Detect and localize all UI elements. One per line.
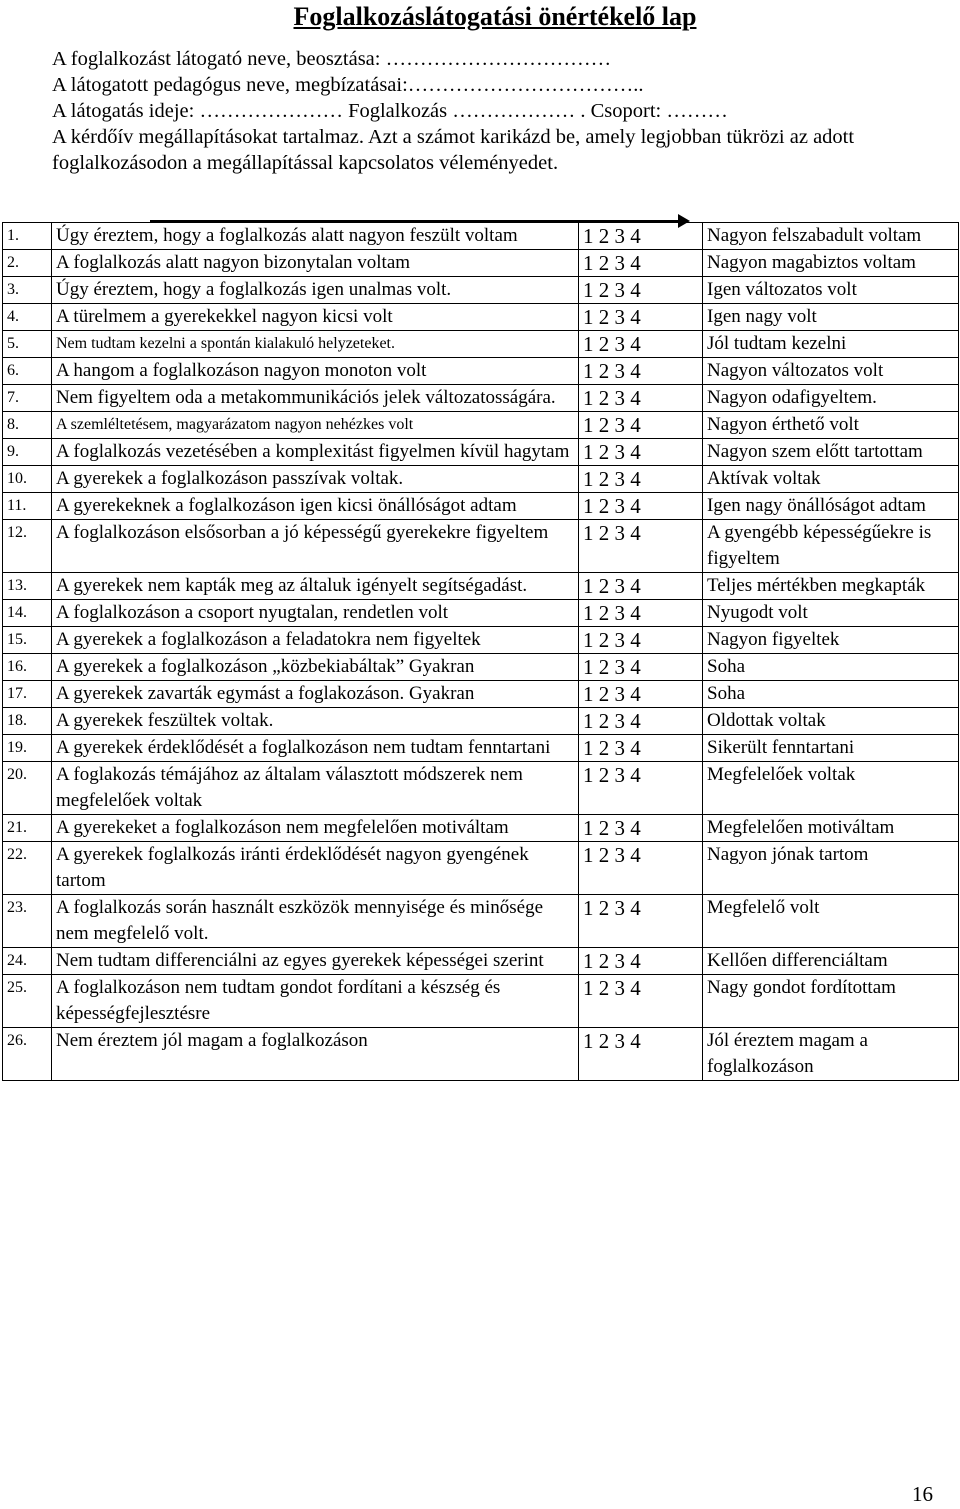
row-number: 4. bbox=[3, 304, 52, 331]
row-number: 16. bbox=[3, 654, 52, 681]
row-number: 14. bbox=[3, 600, 52, 627]
row-number: 9. bbox=[3, 439, 52, 466]
table-row bbox=[3, 895, 959, 948]
table-row bbox=[3, 385, 959, 412]
negative-statement: A gyerekek érdeklődését a foglalkozáson nem tudtam fenntartani bbox=[52, 735, 579, 762]
row-number: 22. bbox=[3, 842, 52, 895]
rating-scale[interactable]: 1 2 3 4 bbox=[579, 412, 703, 439]
visitor-line: A foglalkozást látogató neve, beosztása: …………………………… bbox=[52, 48, 612, 70]
positive-statement: Oldottak voltak bbox=[703, 708, 959, 735]
table-row bbox=[3, 277, 959, 304]
negative-statement: A gyerekek foglalkozás iránti érdeklődését nagyon gyengének tartom bbox=[52, 842, 579, 895]
positive-statement: Nyugodt volt bbox=[703, 600, 959, 627]
positive-statement: Nagyon felszabadult voltam bbox=[703, 223, 959, 250]
row-number: 6. bbox=[3, 358, 52, 385]
rating-scale[interactable]: 1 2 3 4 bbox=[579, 466, 703, 493]
positive-statement: Soha bbox=[703, 681, 959, 708]
table-row bbox=[3, 842, 959, 895]
positive-statement: Kellően differenciáltam bbox=[703, 948, 959, 975]
rating-scale[interactable]: 1 2 3 4 bbox=[579, 948, 703, 975]
visit-time-line: A látogatás ideje: ………………… Foglalkozás ……………… . Csoport: ……… bbox=[52, 100, 728, 122]
negative-statement: A gyerekek nem kapták meg az általuk igényelt segítségadást. bbox=[52, 573, 579, 600]
rating-scale[interactable]: 1 2 3 4 bbox=[579, 681, 703, 708]
negative-statement: A foglalkozás vezetésében a komplexitást figyelmen kívül hagytam bbox=[52, 439, 579, 466]
negative-statement: Úgy éreztem, hogy a foglalkozás alatt nagyon feszült voltam bbox=[52, 223, 579, 250]
table-row bbox=[3, 948, 959, 975]
negative-statement: A gyerekek a foglalkozáson „közbekiabáltak” Gyakran bbox=[52, 654, 579, 681]
table-row bbox=[3, 250, 959, 277]
rating-scale[interactable]: 1 2 3 4 bbox=[579, 842, 703, 895]
row-number: 26. bbox=[3, 1028, 52, 1081]
table-row bbox=[3, 975, 959, 1028]
instructions-paragraph: A kérdőív megállapításokat tartalmaz. Azt a számot karikázd be, amely legjobban tükrözi az adott foglalkozásodon a megállapítással kapcsolatos véleményedet. bbox=[52, 126, 855, 174]
negative-statement: A szemléltetésem, magyarázatom nagyon nehézkes volt bbox=[52, 412, 579, 439]
row-number: 23. bbox=[3, 895, 52, 948]
rating-scale[interactable]: 1 2 3 4 bbox=[579, 975, 703, 1028]
table-row bbox=[3, 439, 959, 466]
positive-statement: Nagy gondot fordítottam bbox=[703, 975, 959, 1028]
table-row bbox=[3, 815, 959, 842]
negative-statement: A foglalkozáson a csoport nyugtalan, rendetlen volt bbox=[52, 600, 579, 627]
table-row bbox=[3, 681, 959, 708]
teacher-line: A látogatott pedagógus neve, megbízatásai:…………………………….. bbox=[52, 74, 644, 96]
rating-scale[interactable]: 1 2 3 4 bbox=[579, 815, 703, 842]
positive-statement: Nagyon odafigyeltem. bbox=[703, 385, 959, 412]
table-row bbox=[3, 762, 959, 815]
positive-statement: Megfelelőek voltak bbox=[703, 762, 959, 815]
row-number: 11. bbox=[3, 493, 52, 520]
negative-statement: A foglakozás témájához az általam választott módszerek nem megfelelőek voltak bbox=[52, 762, 579, 815]
rating-scale[interactable]: 1 2 3 4 bbox=[579, 304, 703, 331]
negative-statement: A hangom a foglalkozáson nagyon monoton volt bbox=[52, 358, 579, 385]
rating-table-body bbox=[3, 223, 959, 1081]
negative-statement: Nem tudtam kezelni a spontán kialakuló helyzeteket. bbox=[52, 331, 579, 358]
rating-table bbox=[2, 222, 959, 1081]
row-number: 2. bbox=[3, 250, 52, 277]
positive-statement: A gyengébb képességűekre is figyeltem bbox=[703, 520, 959, 573]
negative-statement: Úgy éreztem, hogy a foglalkozás igen unalmas volt. bbox=[52, 277, 579, 304]
rating-scale[interactable]: 1 2 3 4 bbox=[579, 762, 703, 815]
negative-statement: A foglalkozás alatt nagyon bizonytalan voltam bbox=[52, 250, 579, 277]
negative-statement: A türelmem a gyerekekkel nagyon kicsi volt bbox=[52, 304, 579, 331]
positive-statement: Nagyon figyeltek bbox=[703, 627, 959, 654]
positive-statement: Megfelelő volt bbox=[703, 895, 959, 948]
row-number: 17. bbox=[3, 681, 52, 708]
row-number: 10. bbox=[3, 466, 52, 493]
row-number: 15. bbox=[3, 627, 52, 654]
negative-statement: A gyerekek feszültek voltak. bbox=[52, 708, 579, 735]
negative-statement: Nem figyeltem oda a metakommunikációs jelek változatosságára. bbox=[52, 385, 579, 412]
negative-statement: A foglalkozáson elsősorban a jó képességű gyerekekre figyeltem bbox=[52, 520, 579, 573]
rating-scale[interactable]: 1 2 3 4 bbox=[579, 627, 703, 654]
row-number: 13. bbox=[3, 573, 52, 600]
row-number: 25. bbox=[3, 975, 52, 1028]
rating-scale[interactable]: 1 2 3 4 bbox=[579, 223, 703, 250]
rating-scale[interactable]: 1 2 3 4 bbox=[579, 654, 703, 681]
row-number: 1. bbox=[3, 223, 52, 250]
rating-scale[interactable]: 1 2 3 4 bbox=[579, 277, 703, 304]
positive-statement: Nagyon szem előtt tartottam bbox=[703, 439, 959, 466]
positive-statement: Jól éreztem magam a foglalkozáson bbox=[703, 1028, 959, 1081]
table-row bbox=[3, 331, 959, 358]
rating-scale[interactable]: 1 2 3 4 bbox=[579, 1028, 703, 1081]
positive-statement: Soha bbox=[703, 654, 959, 681]
positive-statement: Nagyon érthető volt bbox=[703, 412, 959, 439]
rating-scale[interactable]: 1 2 3 4 bbox=[579, 493, 703, 520]
table-row bbox=[3, 223, 959, 250]
row-number: 21. bbox=[3, 815, 52, 842]
table-row bbox=[3, 412, 959, 439]
rating-scale[interactable]: 1 2 3 4 bbox=[579, 735, 703, 762]
rating-scale[interactable]: 1 2 3 4 bbox=[579, 358, 703, 385]
negative-statement: A gyerekek a foglalkozáson a feladatokra nem figyeltek bbox=[52, 627, 579, 654]
table-row bbox=[3, 520, 959, 573]
row-number: 18. bbox=[3, 708, 52, 735]
table-row bbox=[3, 735, 959, 762]
table-row bbox=[3, 493, 959, 520]
table-row bbox=[3, 1028, 959, 1081]
negative-statement: A gyerekeknek a foglalkozáson igen kicsi önállóságot adtam bbox=[52, 493, 579, 520]
negative-statement: A gyerekeket a foglalkozáson nem megfelelően motiváltam bbox=[52, 815, 579, 842]
row-number: 19. bbox=[3, 735, 52, 762]
table-row bbox=[3, 358, 959, 385]
positive-statement: Megfelelően motiváltam bbox=[703, 815, 959, 842]
positive-statement: Igen változatos volt bbox=[703, 277, 959, 304]
table-row bbox=[3, 654, 959, 681]
positive-statement: Aktívak voltak bbox=[703, 466, 959, 493]
table-row bbox=[3, 627, 959, 654]
positive-statement: Nagyon jónak tartom bbox=[703, 842, 959, 895]
table-row bbox=[3, 573, 959, 600]
row-number: 12. bbox=[3, 520, 52, 573]
table-row bbox=[3, 466, 959, 493]
row-number: 20. bbox=[3, 762, 52, 815]
page-title: Foglalkozáslátogatási önértékelő lap bbox=[293, 2, 697, 31]
negative-statement: A foglalkozás során használt eszközök mennyisége és minősége nem megfelelő volt. bbox=[52, 895, 579, 948]
rating-scale[interactable]: 1 2 3 4 bbox=[579, 520, 703, 573]
row-number: 5. bbox=[3, 331, 52, 358]
negative-statement: Nem tudtam differenciálni az egyes gyerekek képességei szerint bbox=[52, 948, 579, 975]
positive-statement: Igen nagy önállóságot adtam bbox=[703, 493, 959, 520]
rating-scale[interactable]: 1 2 3 4 bbox=[579, 385, 703, 412]
positive-statement: Igen nagy volt bbox=[703, 304, 959, 331]
rating-scale[interactable]: 1 2 3 4 bbox=[579, 708, 703, 735]
rating-scale[interactable]: 1 2 3 4 bbox=[579, 331, 703, 358]
positive-statement: Teljes mértékben megkapták bbox=[703, 573, 959, 600]
rating-scale[interactable]: 1 2 3 4 bbox=[579, 600, 703, 627]
row-number: 8. bbox=[3, 412, 52, 439]
negative-statement: A gyerekek zavarták egymást a foglakozáson. Gyakran bbox=[52, 681, 579, 708]
table-row bbox=[3, 708, 959, 735]
rating-scale[interactable]: 1 2 3 4 bbox=[579, 895, 703, 948]
positive-statement: Sikerült fenntartani bbox=[703, 735, 959, 762]
rating-scale[interactable]: 1 2 3 4 bbox=[579, 439, 703, 466]
table-row bbox=[3, 600, 959, 627]
negative-statement: Nem éreztem jól magam a foglalkozáson bbox=[52, 1028, 579, 1081]
positive-statement: Nagyon változatos volt bbox=[703, 358, 959, 385]
row-number: 24. bbox=[3, 948, 52, 975]
negative-statement: A foglalkozáson nem tudtam gondot fordítani a készség és képességfejlesztésre bbox=[52, 975, 579, 1028]
intro-block bbox=[52, 46, 932, 176]
page-number: 16 bbox=[912, 1482, 933, 1506]
table-row bbox=[3, 304, 959, 331]
row-number: 3. bbox=[3, 277, 52, 304]
positive-statement: Jól tudtam kezelni bbox=[703, 331, 959, 358]
negative-statement: A gyerekek a foglalkozáson passzívak voltak. bbox=[52, 466, 579, 493]
rating-scale[interactable]: 1 2 3 4 bbox=[579, 250, 703, 277]
positive-statement: Nagyon magabiztos voltam bbox=[703, 250, 959, 277]
row-number: 7. bbox=[3, 385, 52, 412]
rating-scale[interactable]: 1 2 3 4 bbox=[579, 573, 703, 600]
